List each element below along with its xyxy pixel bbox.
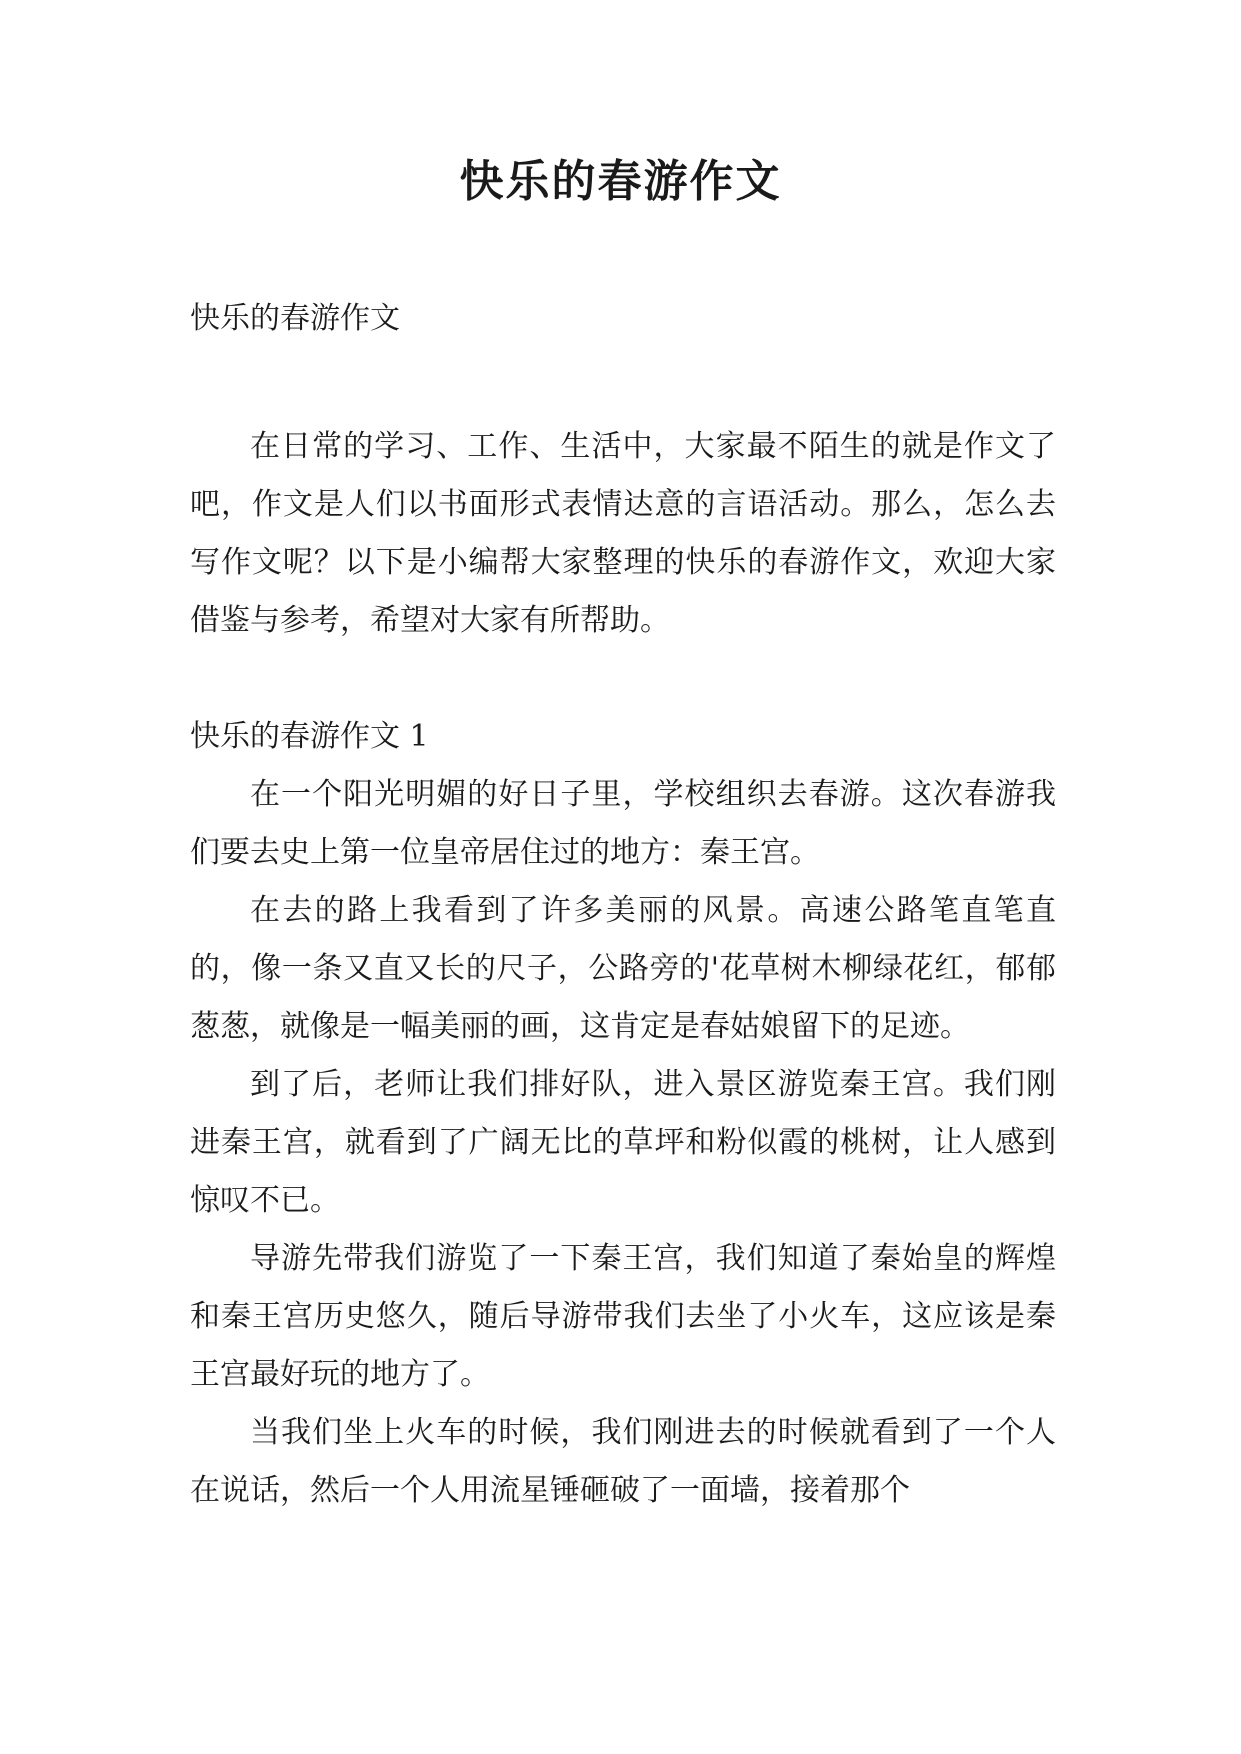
body-paragraph: 导游先带我们游览了一下秦王宫，我们知道了秦始皇的辉煌和秦王宫历史悠久，随后导游带我们去坐了小火车，这应该是秦王宫最好玩的地方了。 <box>190 1241 1056 1392</box>
document-subtitle: 快乐的春游作文 <box>190 301 400 336</box>
body-paragraph: 到了后，老师让我们排好队，进入景区游览秦王宫。我们刚进秦王宫，就看到了广阔无比的草坪和粉似霞的桃树，让人感到惊叹不已。 <box>190 1067 1056 1218</box>
body-paragraph: 在去的路上我看到了许多美丽的风景。高速公路笔直笔直的，像一条又直又长的尺子，公路旁的'花草树木柳绿花红，郁郁葱葱，就像是一幅美丽的画，这肯定是春姑娘留下的足迹。 <box>190 893 1056 1044</box>
spacer <box>190 650 1056 708</box>
body-paragraph: 在一个阳光明媚的好日子里，学校组织去春游。这次春游我们要去史上第一位皇帝居住过的地方：秦王宫。 <box>190 777 1056 870</box>
body-paragraph: 当我们坐上火车的时候，我们刚进去的时候就看到了一个人在说话，然后一个人用流星锤砸破了一面墙，接着那个 <box>190 1415 1056 1508</box>
page-title: 快乐的春游作文 <box>459 156 782 207</box>
section-heading: 快乐的春游作文 1 <box>190 719 429 754</box>
spacer <box>190 348 1056 418</box>
intro-paragraph: 在日常的学习、工作、生活中，大家最不陌生的就是作文了吧，作文是人们以书面形式表情达意的言语活动。那么，怎么去写作文呢？以下是小编帮大家整理的快乐的春游作文，欢迎大家借鉴与参考，希望对大家有所帮助。 <box>190 429 1056 638</box>
document-body <box>190 290 1056 1520</box>
